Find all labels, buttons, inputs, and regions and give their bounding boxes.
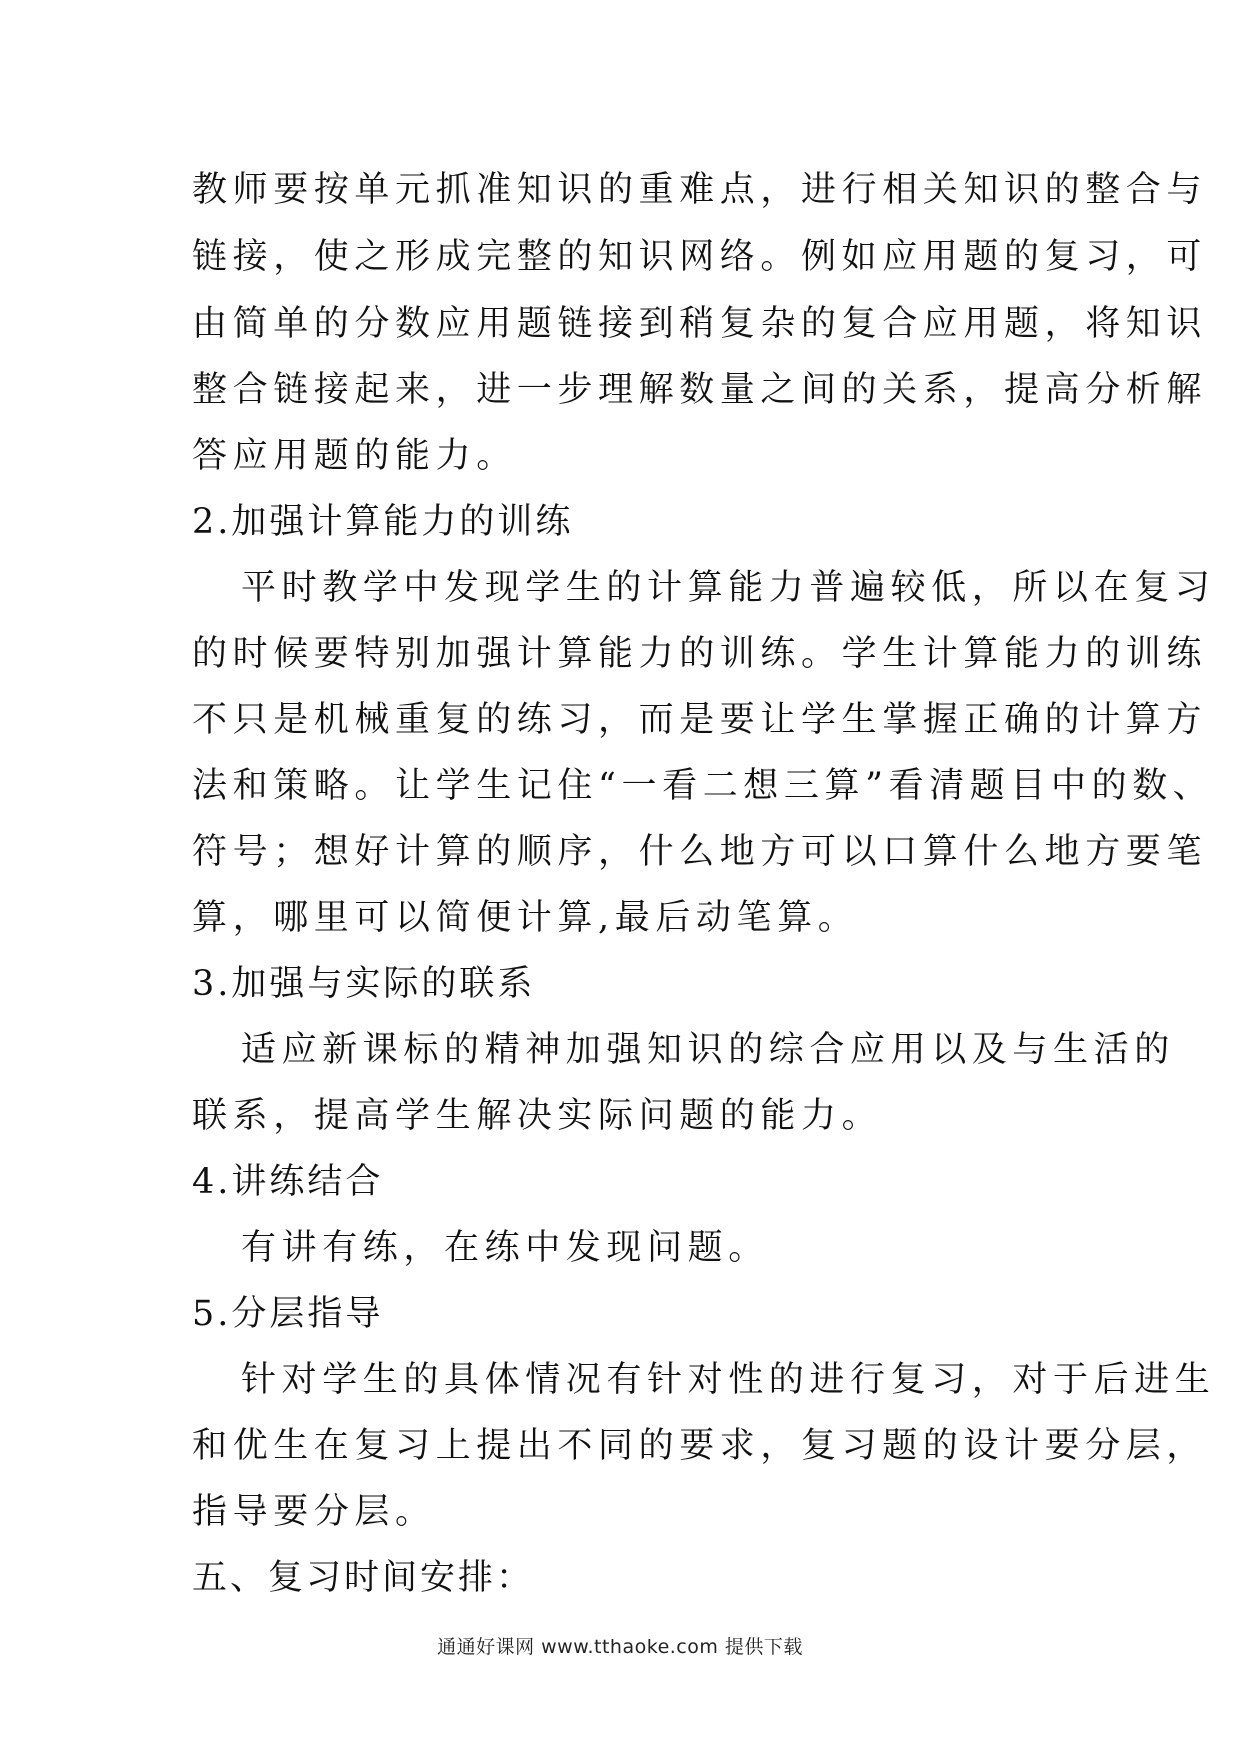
paragraph-line: 针对学生的具体情况有针对性的进行复习，对于后进生 xyxy=(241,1360,1216,1400)
paragraph-line: 的时候要特别加强计算能力的训练。学生计算能力的训练 xyxy=(192,634,1208,674)
paragraph-line: 不只是机械重复的练习，而是要让学生掌握正确的计算方 xyxy=(192,700,1208,740)
paragraph-line: 法和策略。让学生记住“一看二想三算”看清题目中的数、 xyxy=(192,766,1214,806)
paragraph-line: 整合链接起来，进一步理解数量之间的关系，提高分析解 xyxy=(192,370,1208,410)
paragraph-line: 和优生在复习上提出不同的要求，复习题的设计要分层， xyxy=(192,1426,1208,1466)
paragraph-line: 平时教学中发现学生的计算能力普遍较低，所以在复习 xyxy=(241,568,1216,608)
paragraph-line: 指导要分层。 xyxy=(192,1492,436,1532)
section-heading: 3.加强与实际的联系 xyxy=(192,964,536,1004)
section-heading: 五、复习时间安排： xyxy=(192,1558,535,1598)
paragraph-line: 由简单的分数应用题链接到稍复杂的复合应用题，将知识 xyxy=(192,304,1208,344)
page-footer: 通通好课网 www.tthaoke.com 提供下载 xyxy=(437,1636,803,1658)
paragraph-line: 链接，使之形成完整的知识网络。例如应用题的复习，可 xyxy=(192,237,1208,277)
paragraph-line: 符号；想好计算的顺序，什么地方可以口算什么地方要笔 xyxy=(192,832,1208,872)
paragraph-line: 教师要按单元抓准知识的重难点，进行相关知识的整合与 xyxy=(192,170,1208,210)
section-heading: 5.分层指导 xyxy=(192,1294,384,1334)
section-heading: 4.讲练结合 xyxy=(192,1162,384,1202)
paragraph-line: 算，哪里可以简便计算,最后动笔算。 xyxy=(192,898,859,938)
paragraph-line: 有讲有练，在练中发现问题。 xyxy=(241,1228,769,1268)
paragraph-line: 联系，提高学生解决实际问题的能力。 xyxy=(192,1096,883,1136)
paragraph-line: 答应用题的能力。 xyxy=(192,436,517,476)
section-heading: 2.加强计算能力的训练 xyxy=(192,502,574,542)
paragraph-line: 适应新课标的精神加强知识的综合应用以及与生活的 xyxy=(241,1030,1175,1070)
